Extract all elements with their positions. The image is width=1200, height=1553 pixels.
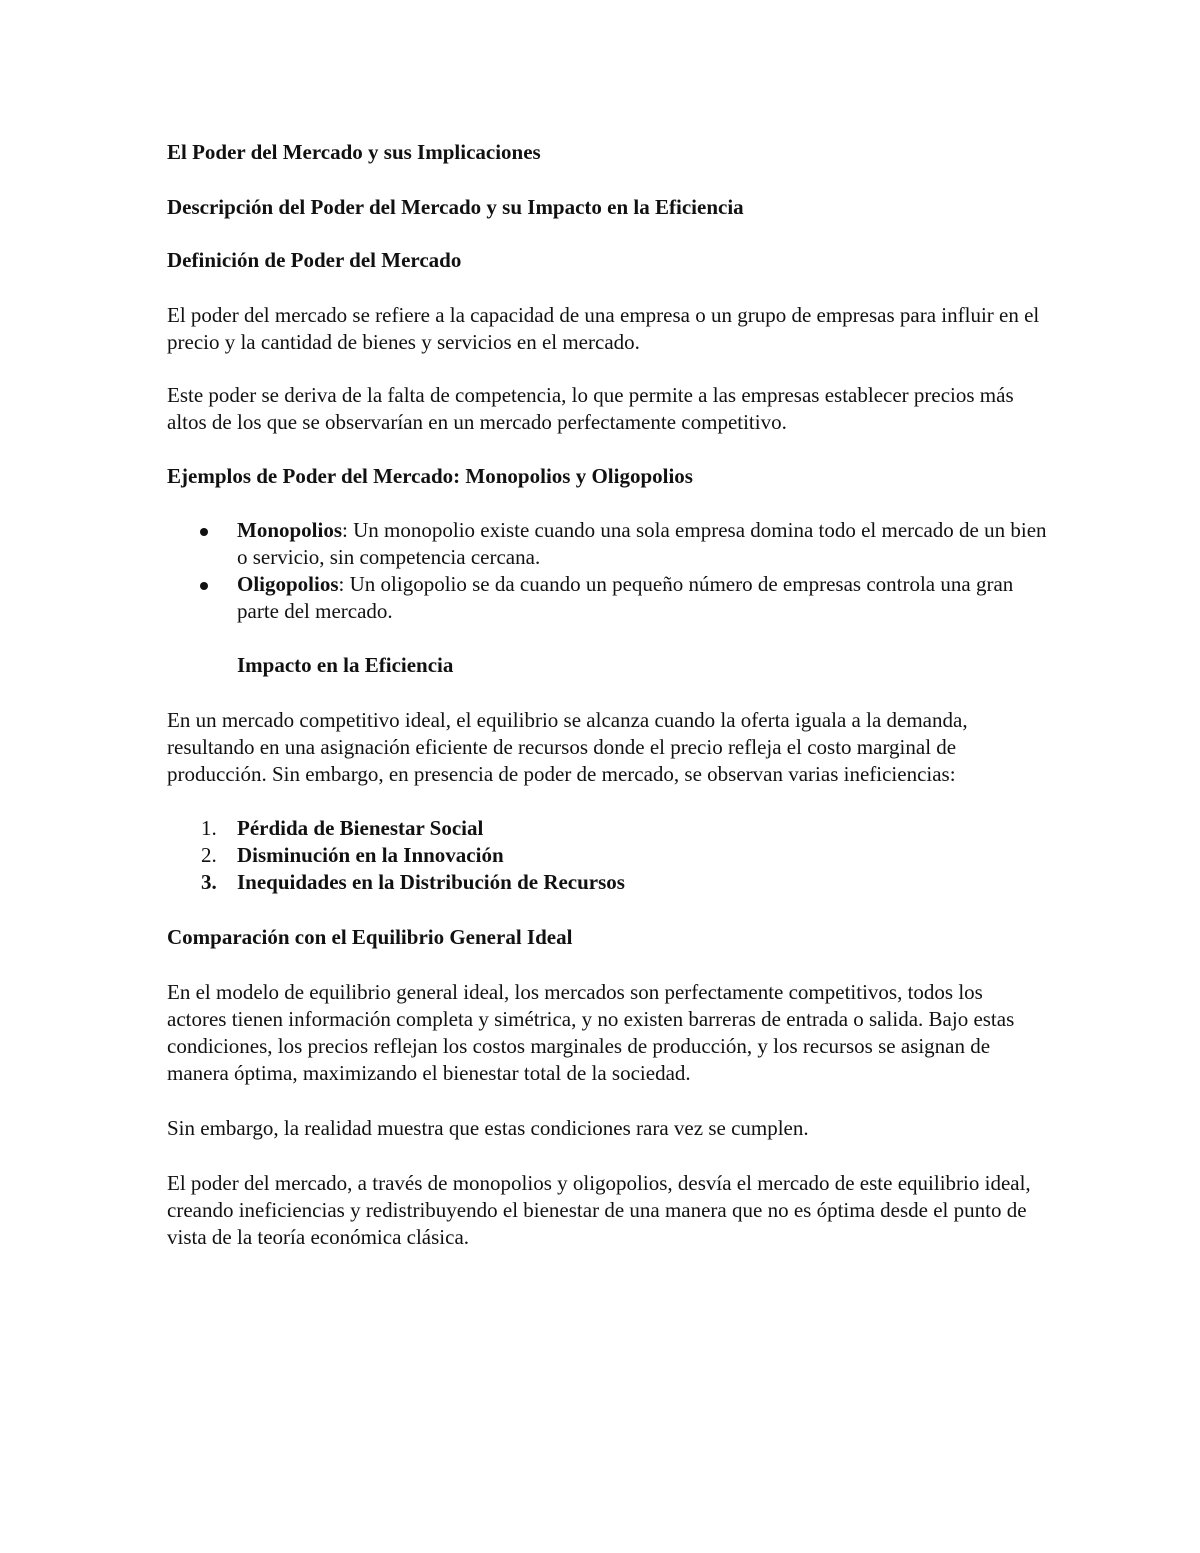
list-number: 1. — [201, 816, 217, 840]
efficiency-heading: Impacto en la Eficiencia — [237, 653, 454, 677]
inefficiency-item-text: Inequidades en la Distribución de Recursos — [237, 870, 625, 894]
definition-paragraph-1: El poder del mercado se refiere a la capacidad de una empresa o un grupo de empresas para influir en el precio y la cantidad de bienes y servicios en el mercado. — [167, 303, 1040, 354]
document-subtitle: Descripción del Poder del Mercado y su Impacto en la Eficiencia — [167, 195, 744, 219]
comparison-paragraph-2: Sin embargo, la realidad muestra que estas condiciones rara vez se cumplen. — [167, 1116, 809, 1140]
example-text-monopolios: : Un monopolio existe cuando una sola empresa domina todo el mercado de un bien o servicio, sin competencia cercana. — [237, 518, 1047, 569]
list-item — [167, 517, 1047, 571]
list-number: 2. — [201, 843, 217, 867]
document-page — [167, 139, 1047, 1251]
document-title: El Poder del Mercado y sus Implicaciones — [167, 140, 541, 164]
example-term-monopolios: Monopolios — [237, 518, 343, 542]
comparison-paragraph-1: En el modelo de equilibrio general ideal, los mercados son perfectamente competitivos, todos los actores tienen información completa y simétrica, y no existen barreras de entrada o salida. Bajo estas condiciones, los precios reflejan los costos marginales de producción, y los recursos se asignan de manera óptima, maximizando el bienestar total de la sociedad. — [167, 980, 1015, 1085]
bullet-icon — [200, 582, 208, 590]
list-item — [167, 869, 1047, 896]
definition-paragraph-2: Este poder se deriva de la falta de competencia, lo que permite a las empresas establecer precios más altos de los que se observarían en un mercado perfectamente competitivo. — [167, 383, 1014, 434]
inefficiency-item-text: Disminución en la Innovación — [237, 843, 504, 867]
comparison-paragraph-3: El poder del mercado, a través de monopolios y oligopolios, desvía el mercado de este equilibrio ideal, creando ineficiencias y redistribuyendo el bienestar de una manera que no es óptima desde el punto de vista de la teoría económica clásica. — [167, 1171, 1031, 1249]
list-number: 3. — [201, 870, 217, 894]
bullet-icon — [200, 528, 208, 536]
comparison-heading: Comparación con el Equilibrio General Ideal — [167, 925, 573, 949]
list-item — [167, 815, 1047, 842]
list-item — [167, 571, 1047, 625]
inefficiencies-list — [167, 815, 1047, 896]
example-term-oligopolios: Oligopolios — [237, 572, 339, 596]
examples-list — [167, 517, 1047, 625]
inefficiency-item-text: Pérdida de Bienestar Social — [237, 816, 484, 840]
definition-heading: Definición de Poder del Mercado — [167, 248, 462, 272]
efficiency-paragraph: En un mercado competitivo ideal, el equilibrio se alcanza cuando la oferta iguala a la demanda, resultando en una asignación eficiente de recursos donde el precio refleja el costo marginal de producción. Sin embargo, en presencia de poder de mercado, se observan varias ineficiencias: — [167, 708, 968, 786]
examples-heading: Ejemplos de Poder del Mercado: Monopolios y Oligopolios — [167, 464, 693, 488]
example-text-oligopolios: : Un oligopolio se da cuando un pequeño número de empresas controla una gran parte del mercado. — [237, 572, 1014, 623]
list-item — [167, 842, 1047, 869]
